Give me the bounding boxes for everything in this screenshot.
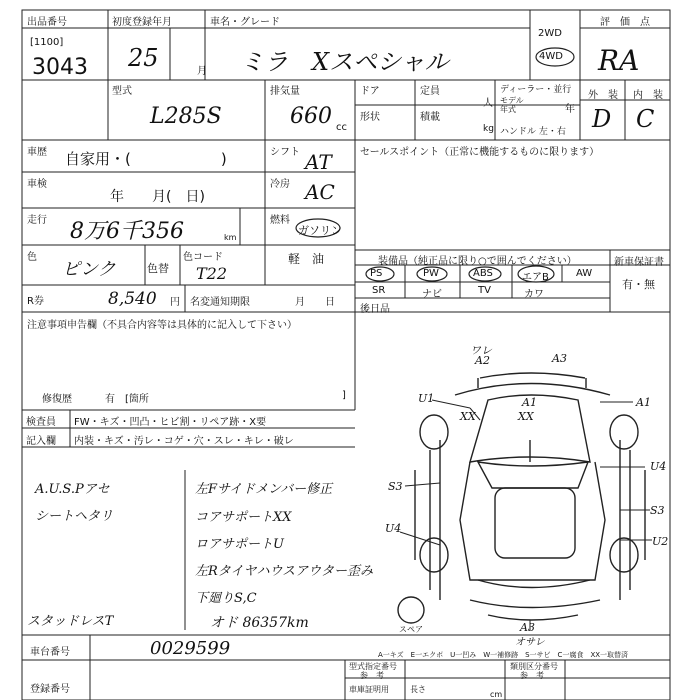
- remark-right-4: 左Rタイヤハウスアウター歪み: [195, 564, 374, 579]
- type-value: L285S: [150, 104, 222, 129]
- regno-label: 登録番号: [30, 684, 70, 695]
- equip-airbag: エアB: [522, 272, 549, 283]
- cap-unit: 人: [483, 98, 493, 109]
- repair-label: 修復歴: [42, 394, 72, 405]
- inspect-row2-text: 内装・キズ・汚レ・コゲ・穴・スレ・キレ・破レ: [74, 436, 294, 447]
- spare-label: スペア: [399, 625, 423, 634]
- warranty-value: 有・無: [622, 278, 655, 291]
- color-code-label: 色コード: [183, 252, 223, 263]
- mark-s3-left: S3: [388, 480, 403, 493]
- remark-right-3: ロアサポートU: [195, 537, 284, 552]
- reg-month-unit: 月: [197, 66, 207, 77]
- equip-navi: ナビ: [422, 289, 442, 300]
- recycle-label: R券: [27, 296, 44, 307]
- mark-a3-front: A3: [552, 352, 567, 365]
- mark-u2: U2: [652, 535, 669, 548]
- remark-right-5: 下廻りS,C: [195, 591, 257, 606]
- ext-label: 外 装: [588, 90, 618, 101]
- repair-value: 有 [箇所: [105, 394, 149, 405]
- mark-a1-hood: A1: [522, 396, 537, 409]
- lot-label: 出品番号: [27, 17, 67, 28]
- drive-4wd: 4WD: [539, 51, 563, 62]
- remark-right-1: 左Fサイドメンバー修正: [195, 482, 333, 497]
- mileage-unit: km: [224, 233, 237, 242]
- door-label: ドア: [360, 86, 380, 97]
- use-label: 車歴: [27, 147, 47, 158]
- type-label: 型式: [112, 86, 132, 97]
- mark-a2: A2: [475, 354, 490, 367]
- sale-point-title: セールスポイント（正常に機能するものに限ります）: [360, 147, 600, 158]
- lot-code: [1100]: [30, 37, 64, 48]
- remark-left-1: A.U.S.Pアセ: [35, 482, 110, 497]
- equip-sr: SR: [372, 285, 386, 296]
- drive-2wd: 2WD: [538, 28, 562, 39]
- color-code: T22: [196, 264, 228, 283]
- reg-year: 25: [128, 44, 159, 72]
- load-label: 積載: [420, 112, 440, 123]
- mark-u4-left: U4: [385, 522, 402, 535]
- disp-value: 660: [290, 104, 332, 129]
- remark-left-2: シートヘタリ: [35, 509, 114, 524]
- cap-label: 定員: [420, 86, 440, 97]
- ext-score: D: [592, 105, 612, 133]
- mark-xx-hood: XX: [518, 410, 534, 423]
- fuel-gas: ガソリン: [298, 224, 342, 237]
- repair-close: ]: [342, 390, 346, 401]
- color-change-label: 色替: [147, 262, 169, 275]
- mark-u1: U1: [418, 392, 435, 405]
- equip-pw: PW: [423, 268, 439, 279]
- color-label: 色: [27, 252, 37, 263]
- shift-label: シフト: [270, 147, 300, 158]
- warranty-label: 新車保証書: [614, 257, 664, 268]
- dealer-label: ディーラー・並行: [500, 85, 572, 95]
- model-label: 車名・グレード: [210, 17, 280, 28]
- notes-title: 注意事項申告欄（不具合内容等は具体的に記入して下さい）: [27, 320, 297, 331]
- load-unit: kg: [483, 124, 494, 134]
- score-label: 評 価 点: [600, 17, 650, 28]
- model-year-label: モデル 年式: [500, 96, 524, 114]
- recycle-value: 8,540: [108, 289, 157, 309]
- mileage-value: 8万6千356: [70, 219, 184, 244]
- transfer-value: 月 日: [295, 297, 335, 308]
- equipment-title: 装備品（純正品に限り○で囲んでください）: [378, 256, 577, 267]
- recycle-unit: 円: [170, 297, 180, 308]
- shape-label: 形状: [360, 112, 380, 123]
- int-score: C: [636, 105, 655, 133]
- class-ref: 参 考: [520, 671, 544, 680]
- remark-right-2: コアサポートXX: [195, 510, 292, 525]
- mark-a3-rear: A3: [520, 621, 535, 634]
- mark-s3-right: S3: [650, 504, 665, 517]
- year-unit: 年: [565, 104, 575, 115]
- score: RA: [598, 44, 640, 77]
- inspect-row1-label: 検査員: [26, 417, 56, 428]
- color-value: ピンク: [62, 259, 116, 280]
- fuel-light-oil: 軽 油: [288, 252, 325, 266]
- spec-ref: 参 考: [360, 671, 384, 680]
- ac-label: 冷房: [270, 179, 290, 190]
- spec-label: 型式指定番号: [349, 662, 397, 671]
- reg-label: 初度登録年月: [112, 17, 172, 28]
- ac-value: AC: [305, 180, 335, 204]
- equip-leather: カワ: [524, 289, 544, 300]
- lot-number: 3043: [32, 55, 88, 80]
- later-items-label: 後日品: [360, 304, 390, 315]
- equip-abs: ABS: [473, 268, 493, 279]
- damage-legend: A一キズ E一エクボ U一凹み W一補修跡 S一サビ C一腐食 XX一取替済: [378, 651, 629, 659]
- transfer-label: 名変通知期限: [190, 297, 250, 308]
- mileage-label: 走行: [27, 215, 47, 226]
- model-value: ミラ Xスペシャル: [240, 48, 449, 76]
- int-label: 内 装: [633, 90, 663, 101]
- inspect-row1-text: FW・キズ・凹凸・ヒビ割・リペア跡・X要: [74, 417, 267, 428]
- equip-ps: PS: [370, 268, 383, 279]
- mark-crack: ワレ: [470, 344, 492, 357]
- remark-right-6: オド 86357km: [210, 615, 309, 631]
- remark-left-6: スタッドレスT: [27, 614, 114, 629]
- mark-a1-right: A1: [636, 396, 651, 409]
- cm-unit: cm: [490, 690, 503, 699]
- class-label: 類別区分番号: [510, 662, 558, 671]
- inspect-value: 年 月( 日): [110, 189, 205, 205]
- shift-value: AT: [305, 150, 332, 174]
- cert-label: 車庫証明用: [349, 685, 389, 694]
- mark-scuff: オサレ: [515, 637, 545, 648]
- handle-label: ハンドル 左・右: [500, 127, 566, 137]
- mark-u4-right: U4: [650, 460, 667, 473]
- inspect-label: 車検: [27, 179, 47, 190]
- inspect-row2-label: 記入欄: [26, 436, 56, 447]
- fuel-label: 燃料: [270, 215, 290, 226]
- equip-aw: AW: [576, 268, 593, 279]
- disp-unit: cc: [336, 122, 347, 133]
- mark-xx-left: XX: [460, 410, 476, 423]
- length-label: 長さ: [410, 685, 426, 694]
- chassis-label: 車台番号: [30, 647, 70, 658]
- use-value: 自家用・( ): [65, 150, 227, 168]
- disp-label: 排気量: [270, 86, 300, 97]
- chassis-value: 0029599: [150, 638, 231, 659]
- equip-tv: TV: [478, 285, 491, 296]
